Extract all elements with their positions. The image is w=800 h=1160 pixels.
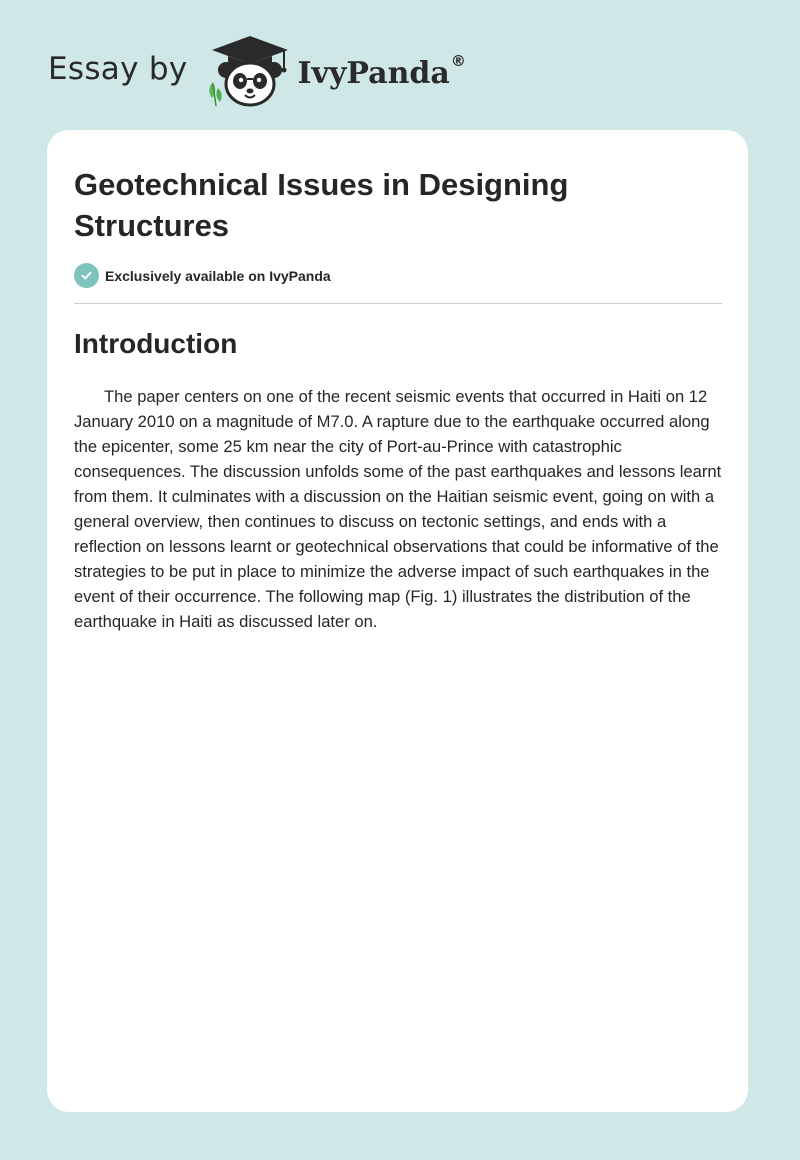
badge-label: Exclusively available on IvyPanda — [105, 267, 331, 284]
site-header — [48, 34, 466, 108]
panda-logo-icon[interactable] — [204, 34, 296, 108]
check-icon — [74, 263, 99, 288]
essay-card — [47, 130, 748, 1112]
essay-by-label: Essay by — [48, 51, 188, 87]
exclusive-badge — [74, 263, 331, 288]
divider — [74, 303, 722, 304]
page-title: Geotechnical Issues in Designing Structures — [74, 167, 569, 243]
section-heading-introduction: Introduction — [74, 328, 238, 359]
introduction-paragraph: The paper centers on one of the recent seismic events that occurred in Haiti on 12 January 2010 on a magnitude of M7.0. A rapture due to the earthquake occurred along the epicenter, some 25 km near the city of Port-au-Prince with catastrophic consequences. The discussion unfolds some of the past earthquakes and lessons learnt from them. It culminates with a discussion on the Haitian seismic event, going on with a general overview, then continues to discuss on tectonic settings, and ends with a reflection on lessons learnt or geotechnical observations that could be informative of the strategies to be put in place to minimize the adverse impact of such earthquakes in the event of their occurrence. The following map (Fig. 1) illustrates the distribution of the earthquake in Haiti as discussed later on. — [74, 387, 722, 631]
brand-name[interactable]: IvyPanda — [297, 55, 450, 91]
registered-mark: ® — [450, 52, 466, 70]
